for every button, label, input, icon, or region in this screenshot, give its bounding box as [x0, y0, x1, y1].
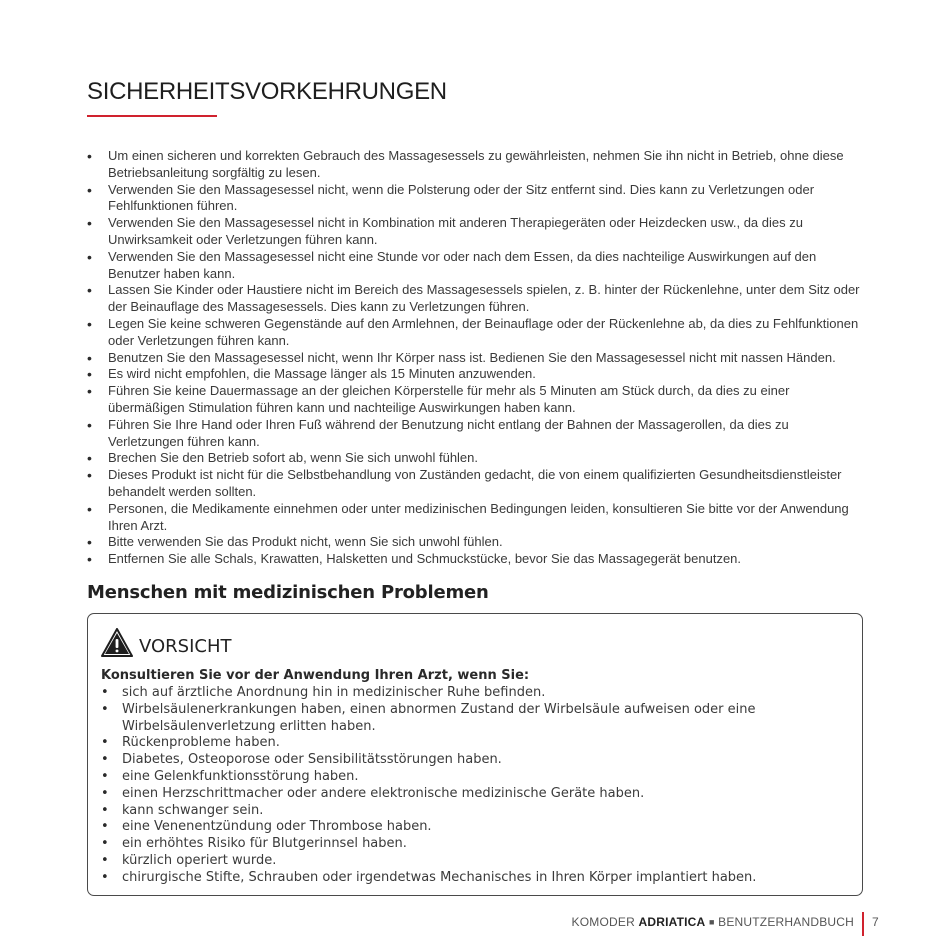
list-item: • Verwenden Sie den Massagesessel nicht in Kombination mit anderen Therapiegeräten oder Heizdecken usw., da dies zu Unwirksamkeit oder Verletzungen führen kann.: [87, 215, 867, 249]
list-item: • Verwenden Sie den Massagesessel nicht, wenn die Polsterung oder der Sitz entfernt sind. Dies kann zu Verletzungen oder Fehlfunktionen führen.: [87, 182, 867, 216]
list-item: • Um einen sicheren und korrekten Gebrauch des Massagesessels zu gewährleisten, nehmen Sie ihn nicht in Betrieb, ohne diese Betriebsanleitung sorgfältig zu lesen.: [87, 148, 867, 182]
list-item: • Es wird nicht empfohlen, die Massage länger als 15 Minuten anzuwenden.: [87, 366, 867, 383]
list-item: • Verwenden Sie den Massagesessel nicht eine Stunde vor oder nach dem Essen, da dies nachteilige Auswirkungen auf den Benutzer haben kann.: [87, 249, 867, 283]
list-item: • Rückenprobleme haben.: [101, 735, 851, 752]
list-item: • kürzlich operiert wurde.: [101, 853, 851, 870]
list-item: • Benutzen Sie den Massagesessel nicht, wenn Ihr Körper nass ist. Bedienen Sie den Massagesessel nicht mit nassen Händen.: [87, 350, 867, 367]
warning-triangle-icon: [101, 628, 133, 657]
page-title: SICHERHEITSVORKEHRUNGEN: [87, 78, 447, 105]
list-item: • Brechen Sie den Betrieb sofort ab, wenn Sie sich unwohl fühlen.: [87, 450, 867, 467]
list-item: • Bitte verwenden Sie das Produkt nicht, wenn Sie sich unwohl fühlen.: [87, 534, 867, 551]
list-item: • Diabetes, Osteoporose oder Sensibilitätsstörungen haben.: [101, 752, 851, 769]
title-underline: [87, 115, 217, 117]
list-item: • Führen Sie Ihre Hand oder Ihren Fuß während der Benutzung nicht entlang der Bahnen der Massagerollen, da dies zu Verletzungen führen kann.: [87, 417, 867, 451]
caution-header: [101, 628, 232, 657]
footer-separator: ■: [708, 917, 715, 927]
footer-brand: KOMODER: [571, 915, 635, 929]
list-item: • ein erhöhtes Risiko für Blutgerinnsel haben.: [101, 836, 851, 853]
footer-text: [572, 915, 854, 929]
footer-doc-title: BENUTZERHANDBUCH: [718, 915, 854, 929]
list-item: • Dieses Produkt ist nicht für die Selbstbehandlung von Zuständen gedacht, die von einem qualifizierten Gesundheitsdienstleister behandelt werden sollten.: [87, 467, 867, 501]
caution-label: VORSICHT: [139, 636, 232, 657]
list-item: • Führen Sie keine Dauermassage an der gleichen Körperstelle für mehr als 5 Minuten am Stück durch, da dies zu einer übermäßigen Stimulation führen kann und nachteilige Auswirkungen haben kann.: [87, 383, 867, 417]
list-item: • Legen Sie keine schweren Gegenstände auf den Armlehnen, der Beinauflage oder der Rückenlehne ab, da dies zu Fehlfunktionen oder Verletzungen führen kann.: [87, 316, 867, 350]
list-item: • Entfernen Sie alle Schals, Krawatten, Halsketten und Schmuckstücke, bevor Sie das Massagegerät benutzen.: [87, 551, 867, 568]
list-item: • kann schwanger sein.: [101, 803, 851, 820]
list-item: • Lassen Sie Kinder oder Haustiere nicht im Bereich des Massagesessels spielen, z. B. hinter der Rückenlehne, unter dem Sitz oder der Beinauflage des Massagesessels. Dies kann zu Verletzungen führen.: [87, 282, 867, 316]
list-item: • Wirbelsäulenerkrankungen haben, einen abnormen Zustand der Wirbelsäule aufweisen oder eine Wirbelsäulenverletzung erlitten haben.: [101, 702, 851, 736]
footer-divider: [862, 912, 864, 936]
list-item: • einen Herzschrittmacher oder andere elektronische medizinische Geräte haben.: [101, 786, 851, 803]
section-heading: Menschen mit medizinischen Problemen: [87, 582, 489, 603]
list-item: • sich auf ärztliche Anordnung hin in medizinischer Ruhe befinden.: [101, 685, 851, 702]
list-item: • Personen, die Medikamente einnehmen oder unter medizinischen Bedingungen leiden, konsultieren Sie bitte vor der Anwendung Ihren Arzt.: [87, 501, 867, 535]
footer-model: ADRIATICA: [638, 915, 706, 929]
page-number: 7: [872, 915, 879, 929]
caution-box: [87, 613, 863, 896]
caution-list: [101, 685, 851, 887]
safety-list: [87, 148, 867, 568]
list-item: • chirurgische Stifte, Schrauben oder irgendetwas Mechanisches in Ihren Körper implantiert haben.: [101, 870, 851, 887]
caution-intro: Konsultieren Sie vor der Anwendung Ihren Arzt, wenn Sie:: [101, 668, 530, 683]
list-item: • eine Gelenkfunktionsstörung haben.: [101, 769, 851, 786]
list-item: • eine Venenentzündung oder Thrombose haben.: [101, 819, 851, 836]
